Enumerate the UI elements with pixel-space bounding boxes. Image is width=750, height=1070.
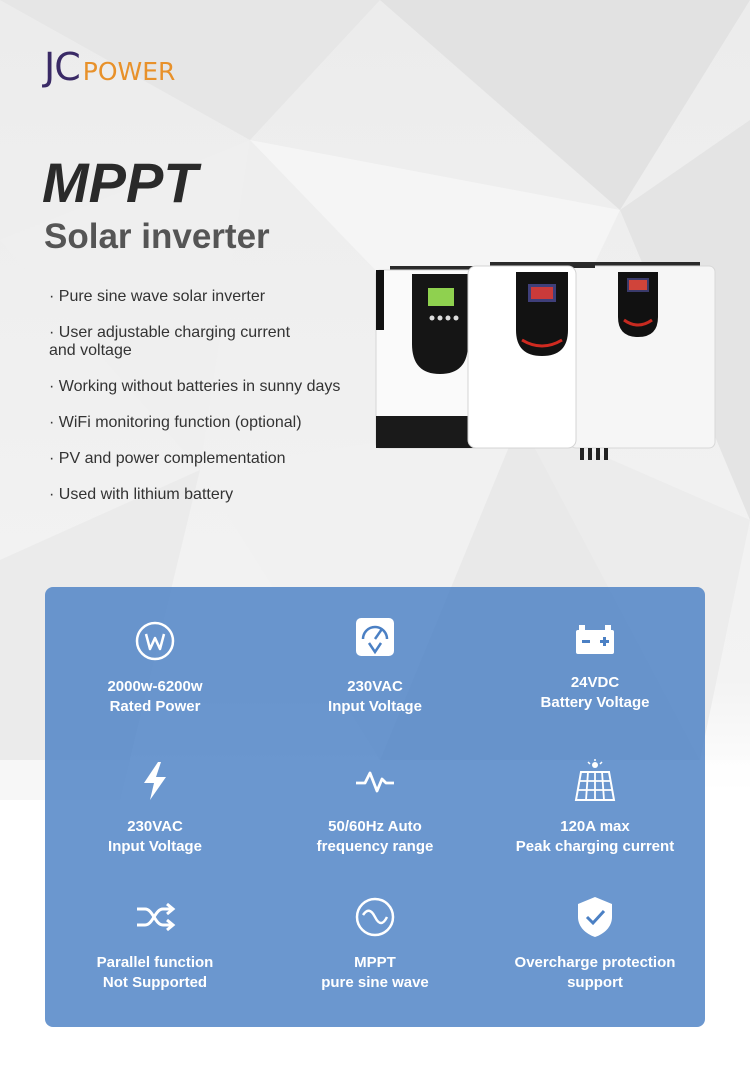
feature-item: · User adjustable charging current and voltage (49, 324, 291, 359)
spec-value: 230VAC (347, 678, 403, 695)
spec-value: 120A max (560, 818, 630, 835)
shield-check-icon (573, 895, 617, 939)
spec-parallel (45, 895, 265, 993)
battery-icon (573, 619, 617, 663)
spec-value: 24VDC (570, 674, 620, 691)
feature-item: · Working without batteries in sunny days (49, 378, 341, 395)
spec-label: Input Voltage (108, 838, 202, 855)
brand-logo (44, 45, 176, 89)
inverter-product-image (370, 258, 730, 470)
spec-label: Rated Power (109, 698, 201, 715)
spec-value: 50/60Hz Auto (328, 818, 422, 835)
specs-panel (45, 587, 705, 1027)
watt-icon (133, 619, 177, 663)
feature-item: · Used with lithium battery (49, 486, 234, 503)
spec-peak-charging (485, 759, 705, 857)
shuffle-icon (133, 895, 177, 939)
page-title: MPPT (42, 151, 198, 214)
spec-value: 230VAC (127, 818, 183, 835)
logo-jc: JC (44, 45, 80, 89)
spec-rated-power (45, 619, 265, 717)
feature-item: · WiFi monitoring function (optional) (49, 414, 302, 431)
waveform-icon (353, 759, 397, 803)
spec-value: MPPT (354, 954, 396, 971)
spec-value: Parallel function (96, 954, 214, 971)
spec-battery-voltage (485, 619, 705, 713)
lightning-icon (133, 759, 177, 803)
feature-item: · PV and power complementation (49, 450, 286, 467)
feature-item: · Pure sine wave solar inverter (49, 288, 266, 305)
spec-value: 2000w-6200w (107, 678, 203, 695)
voltmeter-icon (353, 615, 397, 659)
spec-value: Overcharge protection (514, 954, 676, 971)
spec-mppt (265, 895, 485, 993)
sine-wave-icon (353, 895, 397, 939)
spec-label: pure sine wave (321, 974, 429, 991)
spec-frequency (265, 759, 485, 857)
spec-label: Input Voltage (328, 698, 422, 715)
spec-label: Battery Voltage (540, 694, 650, 711)
page-subtitle: Solar inverter (44, 217, 270, 256)
spec-label: Peak charging current (515, 838, 675, 855)
spec-input-voltage-2 (45, 759, 265, 857)
spec-label: frequency range (316, 838, 434, 855)
solar-panel-icon (573, 759, 617, 803)
logo-power: POWER (82, 57, 176, 86)
spec-label: support (567, 974, 623, 991)
feature-list (49, 288, 379, 522)
spec-label: Not Supported (102, 974, 208, 991)
spec-input-voltage (265, 615, 485, 717)
spec-overcharge (485, 895, 705, 993)
